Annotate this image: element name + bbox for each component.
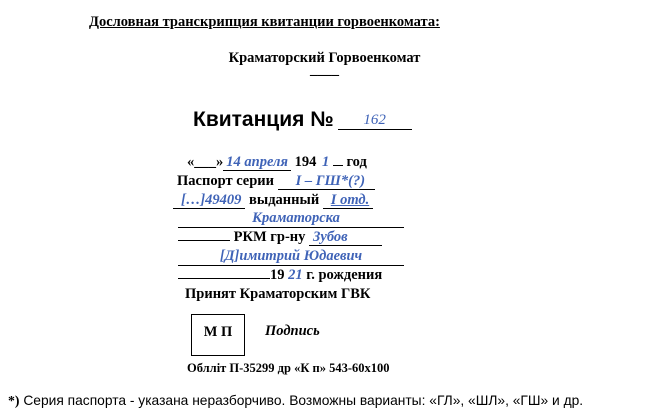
issued-label: выданный bbox=[249, 192, 320, 208]
date-day-month-field bbox=[223, 154, 291, 171]
document-heading: Дословная транскрипция квитанции горвоенкомата: bbox=[89, 14, 440, 30]
rkm-line bbox=[178, 229, 382, 246]
issued-line bbox=[173, 192, 373, 209]
date-day-month: 14 апреля bbox=[226, 154, 288, 170]
passport-number-field bbox=[173, 192, 245, 209]
name-patronymic: [Д]имитрий Юдаевич bbox=[219, 248, 363, 264]
birth-suffix: г. рождения bbox=[306, 267, 383, 283]
stamp-box bbox=[191, 314, 245, 356]
receipt-title: Квитанция № bbox=[193, 108, 334, 131]
passport-number: […]49409 bbox=[181, 192, 242, 208]
passport-line bbox=[177, 173, 375, 190]
stamp-label: М П bbox=[203, 324, 233, 340]
name-field bbox=[178, 248, 404, 266]
birth-line bbox=[178, 267, 382, 284]
signature-label: Подпись bbox=[265, 323, 320, 339]
passport-label: Паспорт серии bbox=[177, 173, 275, 189]
issued-by: I отд. bbox=[330, 192, 370, 208]
passport-series: I – ГШ*(?) bbox=[295, 173, 366, 189]
accepted-line: Принят Краматорским ГВК bbox=[185, 286, 371, 302]
receipt-number: 162 bbox=[363, 112, 386, 128]
year-digit: 1 bbox=[321, 154, 330, 170]
surname-field bbox=[309, 229, 382, 246]
passport-series-field bbox=[278, 173, 375, 190]
footnote-marker: *) bbox=[8, 393, 20, 408]
year-prefix: 194 bbox=[294, 154, 317, 170]
issued-by-field bbox=[323, 192, 373, 209]
receipt-number-field bbox=[338, 111, 412, 130]
surname: Зубов bbox=[313, 229, 348, 245]
office-name: Краматорский Горвоенкомат bbox=[228, 50, 421, 66]
year-suffix: год bbox=[346, 154, 367, 170]
office-rule: ____ bbox=[310, 62, 339, 78]
date-line bbox=[187, 154, 367, 171]
printer-info: Облліт П-35299 др «К п» 543-60х100 bbox=[187, 361, 390, 375]
footnote-text: Серия паспорта - указана неразборчиво. Возможны варианты: «ГЛ», «ШЛ», «ГШ» и др. bbox=[19, 393, 584, 408]
date-open: «___» bbox=[187, 154, 224, 170]
footnote bbox=[8, 393, 583, 409]
birth-year: 21 bbox=[288, 267, 303, 283]
city: Краматорска bbox=[252, 210, 340, 226]
birth-prefix: 19 bbox=[270, 267, 285, 283]
city-field bbox=[178, 210, 404, 228]
rkm-label: РКМ гр-ну bbox=[233, 229, 306, 245]
receipt-title-line bbox=[193, 108, 412, 132]
